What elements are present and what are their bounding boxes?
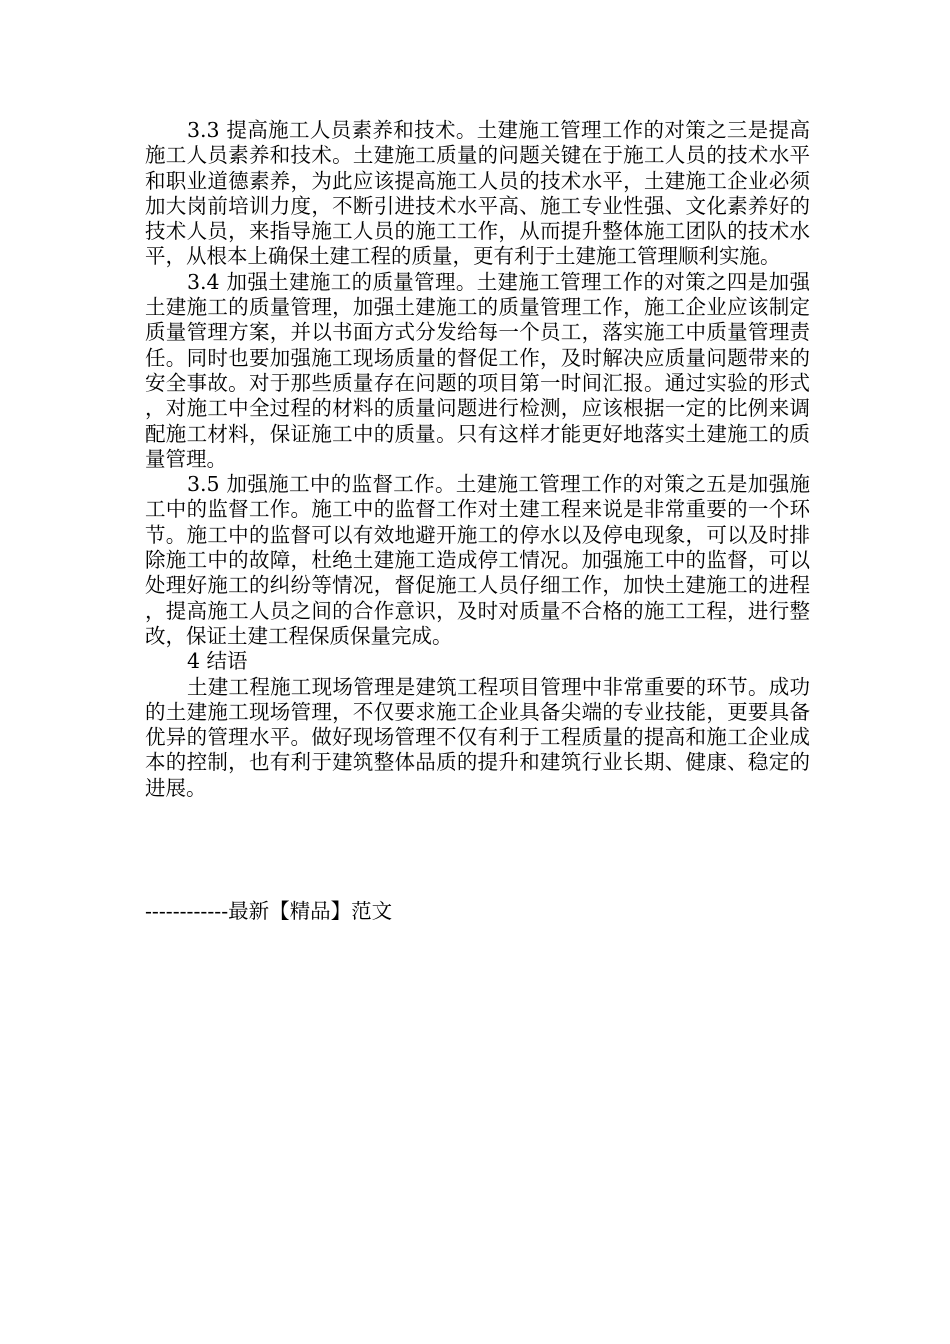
paragraph-3-5: 3.5 加强施工中的监督工作。土建施工管理工作的对策之五是加强施工中的监督工作。施工中的监督工作对土建工程来说是非常重要的一个环节。施工中的监督可以有效地避开施工的停水以及停电现象，可以及时排除施工中的故障，杜绝土建施工造成停工情况。加强施工中的监督，可以处理好施工的纠纷等情况，督促施工人员仔细工作，加快土建施工的进程，提高施工人员之间的合作意识，及时对质量不合格的施工工程，进行整改，保证土建工程保质保量完成。 bbox=[145, 472, 810, 648]
footer-text: ------------最新【精品】范文 bbox=[145, 899, 393, 923]
paragraph-conclusion: 土建工程施工现场管理是建筑工程项目管理中非常重要的环节。成功的土建施工现场管理，不仅要求施工企业具备尖端的专业技能，更要具备优异的管理水平。做好现场管理不仅有利于工程质量的提高和施工企业成本的控制，也有利于建筑整体品质的提升和建筑行业长期、健康、稳定的进展。 bbox=[145, 674, 810, 800]
document-body bbox=[145, 118, 810, 801]
paragraph-3-3: 3.3 提高施工人员素养和技术。土建施工管理工作的对策之三是提高施工人员素养和技术。土建施工质量的问题关键在于施工人员的技术水平和职业道德素养，为此应该提高施工人员的技术水平，土建施工企业必须加大岗前培训力度，不断引进技术水平高、施工专业性强、文化素养好的技术人员，来指导施工人员的施工工作，从而提升整体施工团队的技术水平，从根本上确保土建工程的质量，更有利于土建施工管理顺利实施。 bbox=[145, 118, 810, 269]
paragraph-3-4: 3.4 加强土建施工的质量管理。土建施工管理工作的对策之四是加强土建施工的质量管理，加强土建施工的质量管理工作，施工企业应该制定质量管理方案，并以书面方式分发给每一个员工，落实施工中质量管理责任。同时也要加强施工现场质量的督促工作，及时解决应质量问题带来的安全事故。对于那些质量存在问题的项目第一时间汇报。通过实验的形式，对施工中全过程的材料的质量问题进行检测，应该根据一定的比例来调配施工材料，保证施工中的质量。只有这样才能更好地落实土建施工的质量管理。 bbox=[145, 269, 810, 471]
section-heading-conclusion: 4 结语 bbox=[187, 649, 248, 674]
